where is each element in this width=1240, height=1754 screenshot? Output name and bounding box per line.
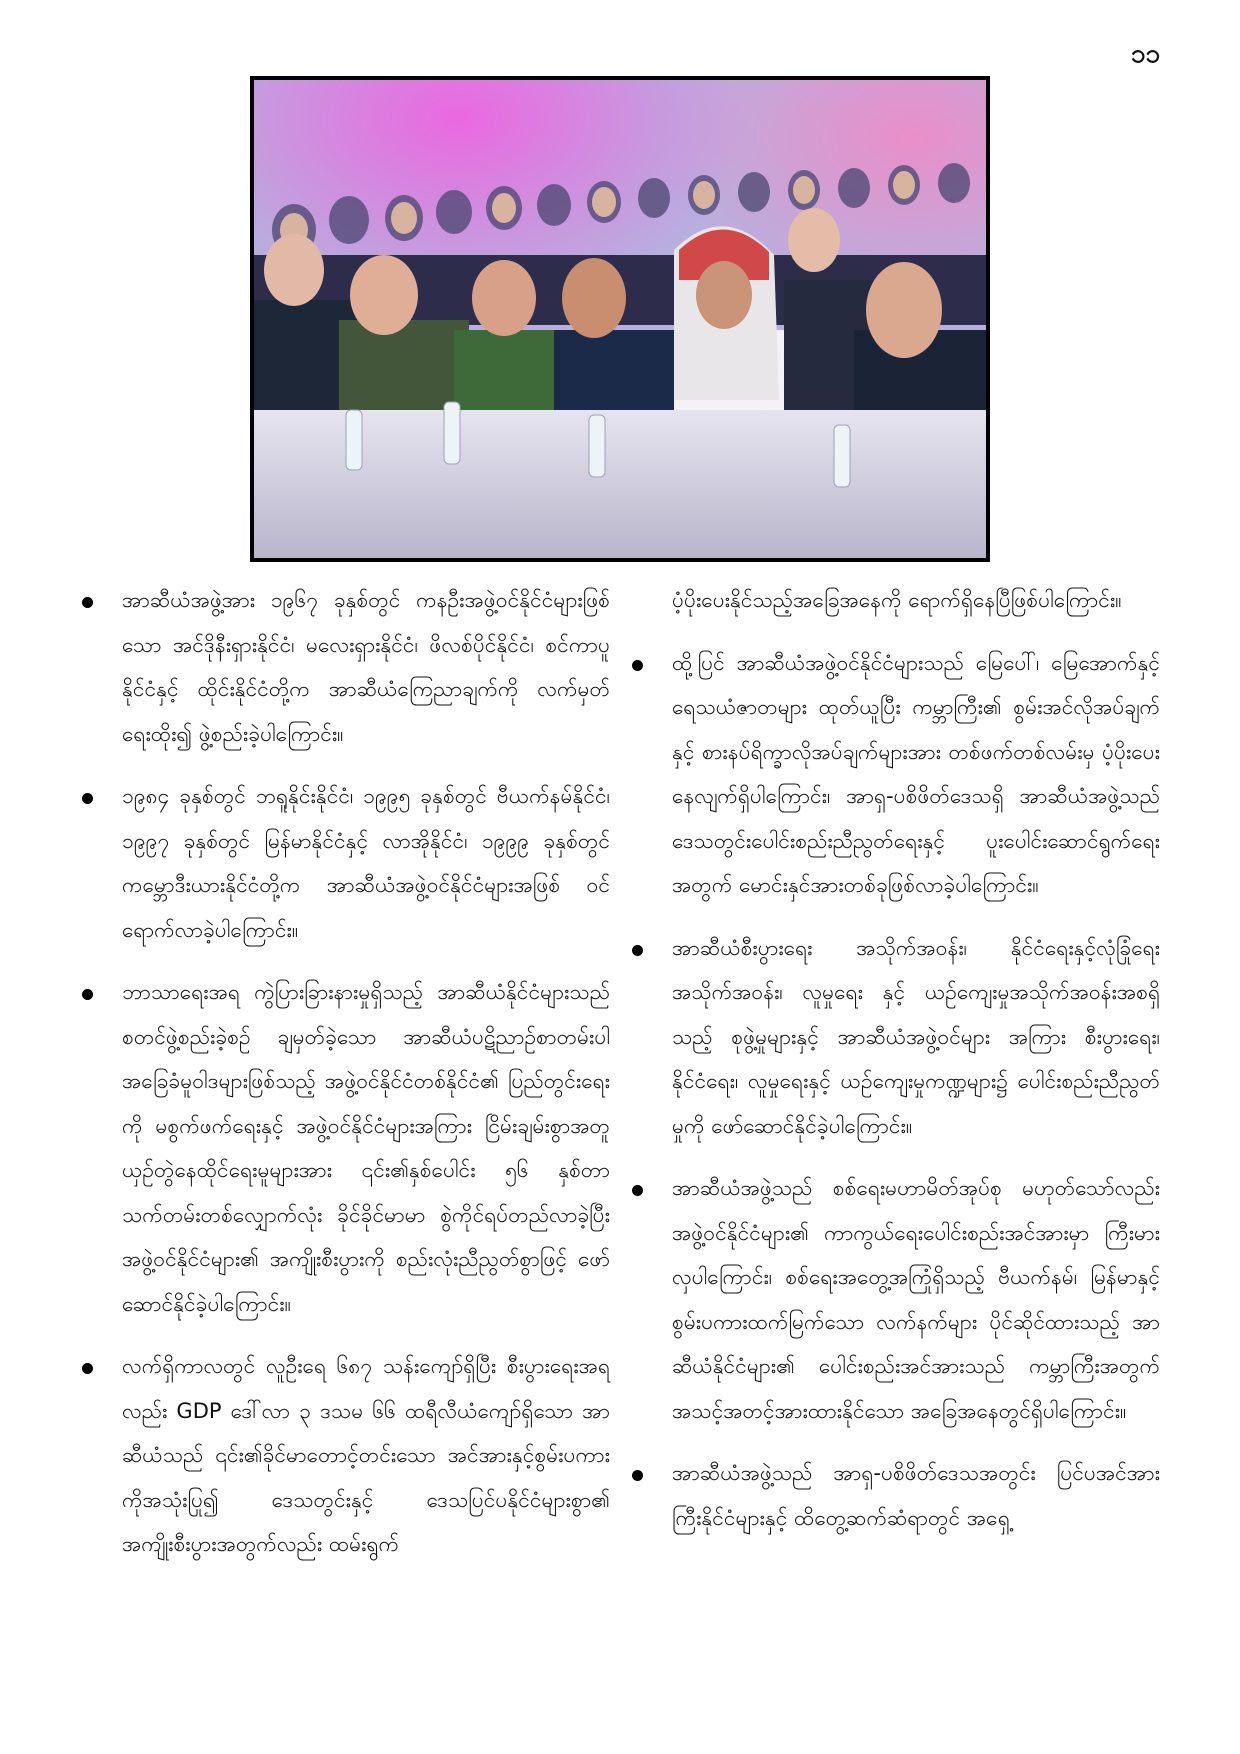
bullet-icon <box>632 945 643 956</box>
photo-illustration <box>254 80 986 558</box>
paragraph: ဘာသာရေးအရ ကွဲပြားခြားနားမှုရှိသည့် အာဆီယံနိုင်ငံများသည် စတင်ဖွဲ့စည်းခဲ့စဉ် ချမှတ်ခဲ့သော အာဆီယံပဋိညာဉ်စာတမ်းပါ အခြေခံမူဝါဒများဖြစ်သည့် အဖွဲ့ဝင်နိုင်ငံတစ်နိုင်ငံ၏ ပြည်တွင်းရေးကို မစွက်ဖက်ရေးနှင့် အဖွဲ့ဝင်နိုင်ငံများအကြား ငြိမ်းချမ်းစွာအတူယှဉ်တွဲနေထိုင်ရေးမူများအား ၎င်း၏နှစ်ပေါင်း ၅၆ နှစ်တာသက်တမ်းတစ်လျှောက်လုံး ခိုင်ခိုင်မာမာ စွဲကိုင်ရပ်တည်လာခဲ့ပြီး အဖွဲ့ဝင်နိုင်ငံများ၏ အကျိုးစီးပွားကို စည်းလုံးညီညွတ်စွာဖြင့် ဖော်ဆောင်နိုင်ခဲ့ပါကြောင်း။ <box>122 980 610 1316</box>
right-column <box>630 578 1160 1558</box>
bullet-icon <box>632 660 643 671</box>
bullet-icon <box>82 597 93 608</box>
bullet-icon <box>82 1363 93 1374</box>
bullet-icon <box>82 989 93 1000</box>
left-column <box>80 578 610 1585</box>
bullet-item <box>80 970 610 1326</box>
paragraph: လက်ရှိကာလတွင် လူဦးရေ ၆၈၇ သန်းကျော်ရှိပြီး စီးပွားရေးအရလည်း GDP ဒေါ်လာ ၃ ဒသမ ၆၆ ထရီလီယံကျော်ရှိသော အာဆီယံသည် ၎င်း၏ခိုင်မာတောင့်တင်းသော အင်အားနှင့်စွမ်းပကားကိုအသုံးပြု၍ ဒေသတွင်းနှင့် ဒေသပြင်ပနိုင်ငံများစွာ၏ အကျိုးစီးပွားအတွက်လည်း ထမ်းရွက် <box>122 1354 610 1556</box>
paragraph: အာဆီယံစီးပွားရေး အသိုက်အဝန်း၊ နိုင်ငံရေးနှင့်လုံခြုံရေးအသိုက်အဝန်း၊ လူမှုရေး နှင့် ယဉ်ကျေးမှုအသိုက်အဝန်းအစရှိသည့် စုဖွဲ့မှုများနှင့် အာဆီယံအဖွဲ့ဝင်များ အကြား စီးပွားရေး၊ နိုင်ငံရေး၊ လူမှုရေးနှင့် ယဉ်ကျေးမှုကဏ္ဍများ၌ ပေါင်းစည်းညီညွတ်မှုကို ဖော်ဆောင်နိုင်ခဲ့ပါကြောင်း။ <box>672 935 1160 1138</box>
continued-paragraph <box>630 578 1160 623</box>
conference-photo <box>250 76 990 562</box>
bullet-item <box>630 1166 1160 1433</box>
bullet-icon <box>632 1185 643 1196</box>
paragraph: ထို့ပြင် အာဆီယံအဖွဲ့ဝင်နိုင်ငံများသည် မြေပေါ်၊ မြေအောက်နှင့် ရေသယံဇာတများ ထုတ်ယူပြီး ကမ္ဘာကြီး၏ စွမ်းအင်လိုအပ်ချက်နှင့် စားနပ်ရိက္ခာလိုအပ်ချက်များအား တစ်ဖက်တစ်လမ်းမှ ပံ့ပိုးပေးနေလျက်ရှိပါကြောင်း၊ အာရှ-ပစိဖိတ်ဒေသရှိ အာဆီယံအဖွဲ့သည် ဒေသတွင်းပေါင်းစည်းညီညွတ်ရေးနှင့် ပူးပေါင်းဆောင်ရွက်ရေးအတွက် မောင်းနှင်အားတစ်ခုဖြစ်လာခဲ့ပါကြောင်း။ <box>672 650 1160 897</box>
bullet-icon <box>632 1470 643 1481</box>
bullet-item <box>630 641 1160 908</box>
bullet-item <box>80 1344 610 1567</box>
bullet-icon <box>82 793 93 804</box>
paragraph: အာဆီယံအဖွဲ့အား ၁၉၆၇ ခုနှစ်တွင် ကနဦးအဖွဲ့ဝင်နိုင်ငံများဖြစ်သော အင်ဒိုနီးရှားနိုင်ငံ၊ မလေးရှားနိုင်ငံ၊ ဖိလစ်ပိုင်နိုင်ငံ၊ စင်ကာပူနိုင်ငံနှင့် ထိုင်းနိုင်ငံတို့က အာဆီယံကြေညာချက်ကို လက်မှတ်ရေးထိုး၍ ဖွဲ့စည်းခဲ့ပါကြောင်း။ <box>122 588 610 746</box>
paragraph: အာဆီယံအဖွဲ့သည် စစ်ရေးမဟာမိတ်အုပ်စု မဟုတ်သော်လည်း အဖွဲ့ဝင်နိုင်ငံများ၏ ကာကွယ်ရေးပေါင်းစည်းအင်အားမှာ ကြီးမားလှပါကြောင်း၊ စစ်ရေးအတွေ့အကြုံရှိသည့် ဗီယက်နမ်၊ မြန်မာနှင့် စွမ်းပကားထက်မြက်သော လက်နက်များ ပိုင်ဆိုင်ထားသည့် အာဆီယံနိုင်ငံများ၏ ပေါင်းစည်းအင်အားသည် ကမ္ဘာကြီးအတွက် အသင့်အတင့်အားထားနိုင်သော အခြေအနေတွင်ရှိပါကြောင်း။ <box>672 1176 1160 1423</box>
paragraph: ပံ့ပိုးပေးနိုင်သည့်အခြေအနေကို ရောက်ရှိနေပြီဖြစ်ပါကြောင်း။ <box>672 588 1122 612</box>
paragraph: အာဆီယံအဖွဲ့သည် အာရှ-ပစိဖိတ်ဒေသအတွင်း ပြင်ပအင်အားကြီးနိုင်ငံများနှင့် ထိတွေ့ဆက်ဆံရာတွင် အရှေ့ <box>672 1461 1160 1530</box>
bullet-item <box>630 926 1160 1149</box>
paragraph: ၁၉၈၄ ခုနှစ်တွင် ဘရူနိုင်းနိုင်ငံ၊ ၁၉၉၅ ခုနှစ်တွင် ဗီယက်နမ်နိုင်ငံ၊ ၁၉၉၇ ခုနှစ်တွင် မြန်မာနိုင်ငံနှင့် လာအိုနိုင်ငံ၊ ၁၉၉၉ ခုနှစ်တွင် ကမ္ဘောဒီးယားနိုင်ငံတို့က အာဆီယံအဖွဲ့ဝင်နိုင်ငံများအဖြစ် ဝင်ရောက်လာခဲ့ပါကြောင်း။ <box>122 784 610 942</box>
bullet-item <box>80 578 610 756</box>
bullet-item <box>80 774 610 952</box>
page-number: ၁၁ <box>1130 39 1160 69</box>
bullet-item <box>630 1451 1160 1540</box>
